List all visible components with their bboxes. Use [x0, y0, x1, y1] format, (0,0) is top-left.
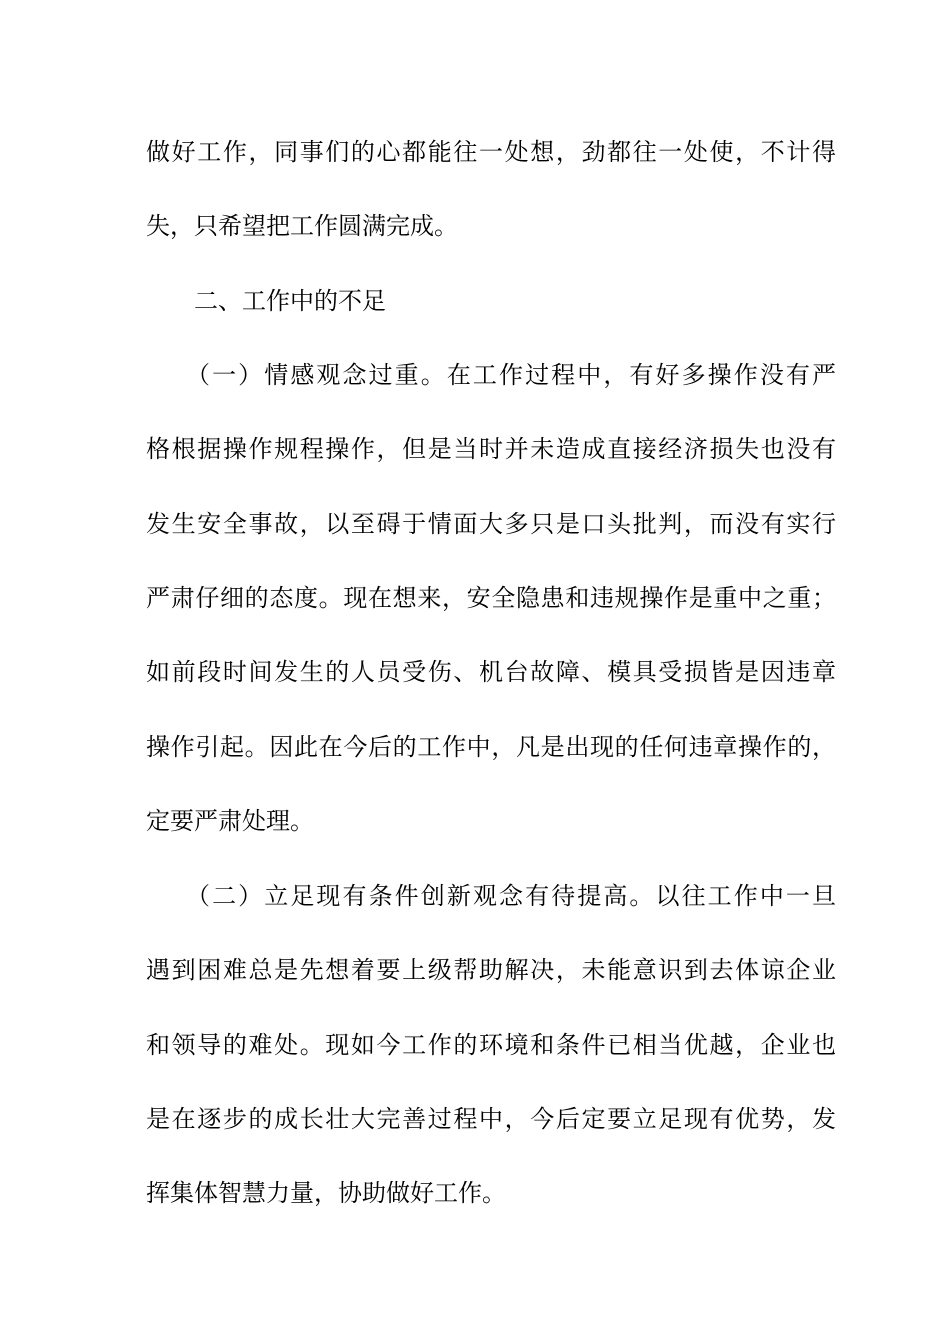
text-line: 严肃仔细的态度。现在想来，安全隐患和违规操作是重中之重； — [146, 584, 836, 612]
text-line: 操作引起。因此在今后的工作中，凡是出现的任何违章操作的， — [146, 733, 836, 761]
text-line: 遇到困难总是先想着要上级帮助解决，未能意识到去体谅企业 — [146, 956, 836, 984]
text-line: 发生安全事故，以至碍于情面大多只是口头批判，而没有实行 — [146, 510, 836, 538]
text-line: 和领导的难处。现如今工作的环境和条件已相当优越，企业也 — [146, 1031, 836, 1059]
text-line: 定要严肃处理。 — [146, 807, 314, 835]
text-line: 做好工作，同事们的心都能往一处想，劲都往一处使，不计得 — [146, 138, 836, 166]
section-heading: 二、工作中的不足 — [194, 287, 386, 315]
text-line: 失，只希望把工作圆满完成。 — [146, 212, 458, 240]
text-line: 如前段时间发生的人员受伤、机台故障、模具受损皆是因违章 — [146, 658, 836, 686]
text-line: 是在逐步的成长壮大完善过程中，今后定要立足现有优势，发 — [146, 1105, 836, 1133]
text-line: 挥集体智慧力量，协助做好工作。 — [146, 1179, 506, 1207]
text-line: （一）情感观念过重。在工作过程中，有好多操作没有严 — [186, 361, 836, 389]
text-line: 格根据操作规程操作，但是当时并未造成直接经济损失也没有 — [146, 435, 836, 463]
text-line: （二）立足现有条件创新观念有待提高。以往工作中一旦 — [186, 882, 836, 910]
